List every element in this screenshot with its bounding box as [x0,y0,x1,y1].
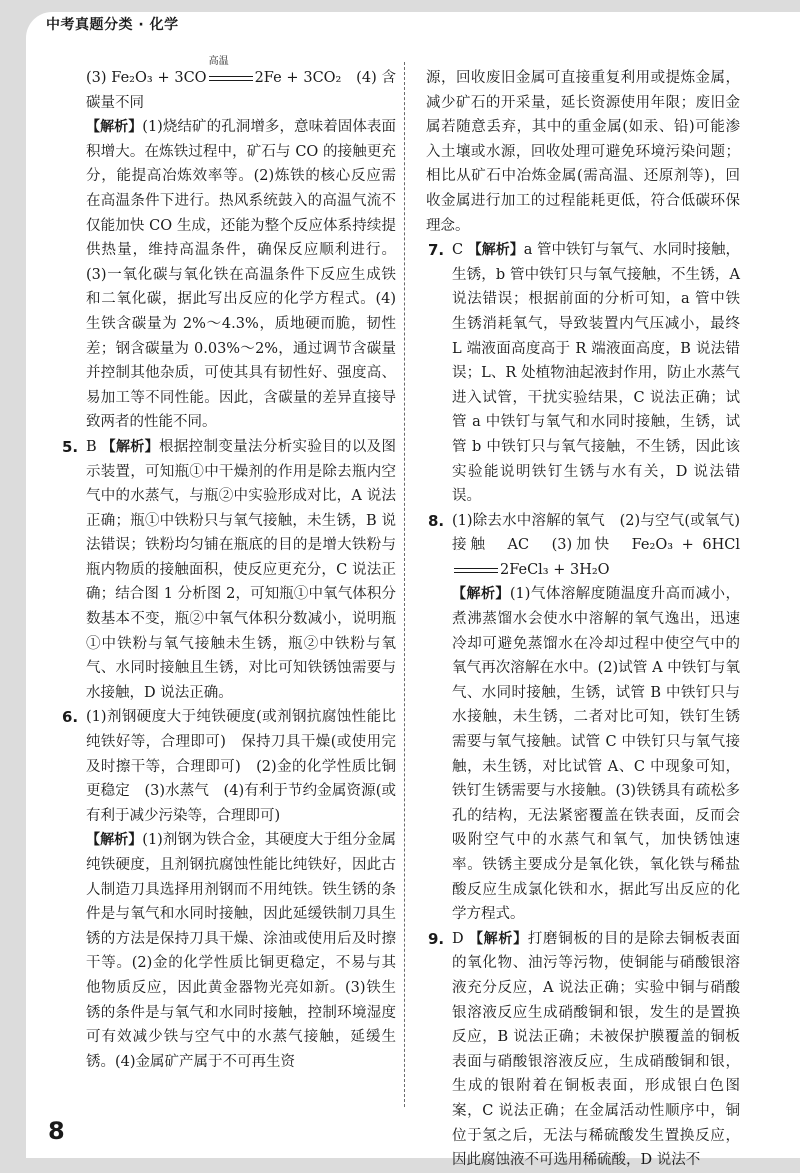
analysis-tag: 【解析】 [467,242,524,259]
left-column [60,56,397,1074]
reaction-arrow-icon [208,56,253,83]
q6-answer: (1)剂钢硬度大于纯铁硬度(或剂钢抗腐蚀性能比纯铁好等，合理即可) 保持刀具干燥(或使用完及时擦干等，合理即可) (2)金的化学性质比铜更稳定 (3)水蒸气 (4)有利于节约金属资源(或有利于减少污染等，合理即可) [86,709,396,824]
q5-answer: B [86,438,97,455]
question-number: 9. [428,929,445,948]
analysis-tag: 【解析】 [86,119,143,136]
question-8 [426,509,740,583]
question-number: 6. [62,708,79,727]
q8-analysis-text: (1)气体溶解度随温度升高而减小，煮沸蒸馏水会使水中溶解的氧气逸出，迅速冷却可避免蒸馏水在冷却过程中使空气中的氧气再次溶解在水中。(2)试管 A 中铁钉与氧气、水同时接触，生锈，试管 B 中铁钉只与水接触，未生锈，二者对比可知，铁钉生锈需要与氧气接触。试管 C 中铁钉只与氧气接触，未生锈，对比试管 A、C 中现象可知，铁钉生锈需要与水接触。(3)铁锈具有疏松多孔的结构，无法紧密覆盖在铁表面，反而会吸附空气中的水蒸气和氧气，加快锈蚀速率。铁锈主要成分是氧化铁，氧化铁与稀盐酸反应生成氯化铁和水，据此写出反应的化学方程式。 [452,586,741,923]
q5-text: 根据控制变量法分析实验目的以及图示装置，可知瓶①中干燥剂的作用是除去瓶内空气中的水蒸气，与瓶②中实验形成对比，A 说法正确；瓶①中铁粉只与氧气接触，未生锈，B 说法错误；铁粉均匀铺在瓶底的目的是增大铁粉与瓶内物质的接触面积，使反应更充分，C 说法正确；结合图 1 分析图 2，可知瓶①中氧气体积分数基本不变，瓶②中氧气体积分数减小，说明瓶①中铁粉与氧气接触未生锈，瓶②中铁粉与氧气、水同时接触且生锈，对比可知铁锈蚀需要与水接触，D 说法正确。 [86,438,397,701]
question-5 [60,435,396,706]
page-number: 8 [48,1117,65,1145]
analysis-tag: 【解析】 [101,438,159,455]
q6-analysis-continued: 源，回收废旧金属可直接重复利用或提炼金属，减少矿石的开采量，延长资源使用年限；废旧金属若随意丢弃，其中的重金属(如汞、铅)可能渗入土壤或水源，回收处理可避免环境污染问题；相比从矿石中冶炼金属(需高温、还原剂等)，回收金属进行加工的过程能耗更低，符合低碳环保理念。 [426,70,740,234]
question-number: 8. [428,511,445,530]
question-number: 5. [62,437,79,456]
question-number: 7. [428,241,445,260]
q9-answer: D [452,930,464,947]
q4-answer-post: 2Fe + 3CO₂ (4) 含碳量不同 [86,70,396,111]
question-6 [60,705,396,828]
q4-analysis [60,115,396,435]
equals-sign-icon [454,565,498,575]
q8-analysis [426,582,740,926]
reaction-condition: 高温 [208,56,229,67]
question-7 [426,238,740,509]
column-divider [404,62,405,1107]
page-header: 中考真题分类 · 化学 [46,17,179,33]
q9-text: 打磨铜板的目的是除去铜板表面的氧化物、油污等污物，使铜能与硝酸银溶液充分反应，A 说法正确；实验中铜与硝酸银溶液反应生成硝酸铜和银，发生的是置换反应，B 说法正确；未被保护膜覆盖的铜板表面与硝酸银溶液反应，生成硝酸铜和银，生成的银附着在铜板表面，形成银白色图案，C 说法正确；在金属活动性顺序中，铜位于氢之后，无法与稀硫酸发生置换反应，因此腐蚀液不可选用稀硫酸，D 说法不 [452,930,741,1169]
q4-analysis-text: (1)烧结矿的孔洞增多，意味着固体表面积增大。在炼铁过程中，矿石与 CO 的接触更充分，能提高冶炼效率等。(2)炼铁的核心反应需在高温条件下进行。热风系统鼓入的高温气流不仅能加快 CO 生成，还能为整个反应体系持续提供热量，维持高温条件，确保反应顺利进行。(3)一氧化碳与氧化铁在高温条件下反应生成铁和二氧化碳，据此写出反应的化学方程式。(4)生铁含碳量为 2%～4.3%，质地硬而脆，韧性差；钢含碳量为 0.03%～2%，通过调节含碳量并控制其他杂质，可使其具有韧性好、强度高、易加工等不同性能。因此，含碳量的差异直接导致两者的性能不同。 [86,119,396,431]
q7-answer: C [452,242,464,259]
analysis-tag: 【解析】 [452,586,510,603]
q6-analysis-text: (1)剂钢为铁合金，其硬度大于组分金属纯铁硬度，且剂钢抗腐蚀性能比纯铁好，因此古人制造刀具选择用剂钢而不用纯铁。铁生锈的条件是与氧气和水同时接触，因此延缓铁制刀具生锈的方法是保持刀具干燥、涂油或使用后及时擦干等。(2)金的化学性质比铜更稳定，不易与其他物质反应，因此黄金器物光亮如新。(3)铁生锈的条件是与氧气和水同时接触，控制环境湿度可有效减少铁与空气中的水蒸气接触，延缓生锈。(4)金属矿产属于不可再生资 [86,832,396,1070]
right-column [426,66,740,1173]
question-9 [426,927,740,1173]
q8-answer-pre: (1)除去水中溶解的氧气 (2)与空气(或氧气)接触 AC (3)加快 Fe₂O₃ + 6HCl [452,512,740,554]
q7-text: a 管中铁钉与氧气、水同时接触，生锈，b 管中铁钉只与氧气接触，不生锈，A 说法错误；根据前面的分析可知，a 管中铁生锈消耗氧气，导致装置内气压减小，最终 L 端液面高度高于 R 端液面高度，B 说法错误；L、R 处植物油起液封作用，防止水蒸气进入试管，干扰实验结果，C 说法正确；试管 a 中铁钉与氧气和水同时接触，生锈，试管 b 中铁钉只与氧气接触，不生锈，因此该实验能说明铁钉生锈与水有关，D 说法错误。 [452,242,741,505]
analysis-tag: 【解析】 [468,930,528,947]
q8-answer-post: 2FeCl₃ + 3H₂O [500,561,610,578]
q4-answer [60,56,396,115]
q6-analysis [60,828,396,1074]
q4-answer-pre: (3) Fe₂O₃ + 3CO [86,70,207,86]
analysis-tag: 【解析】 [86,832,143,849]
